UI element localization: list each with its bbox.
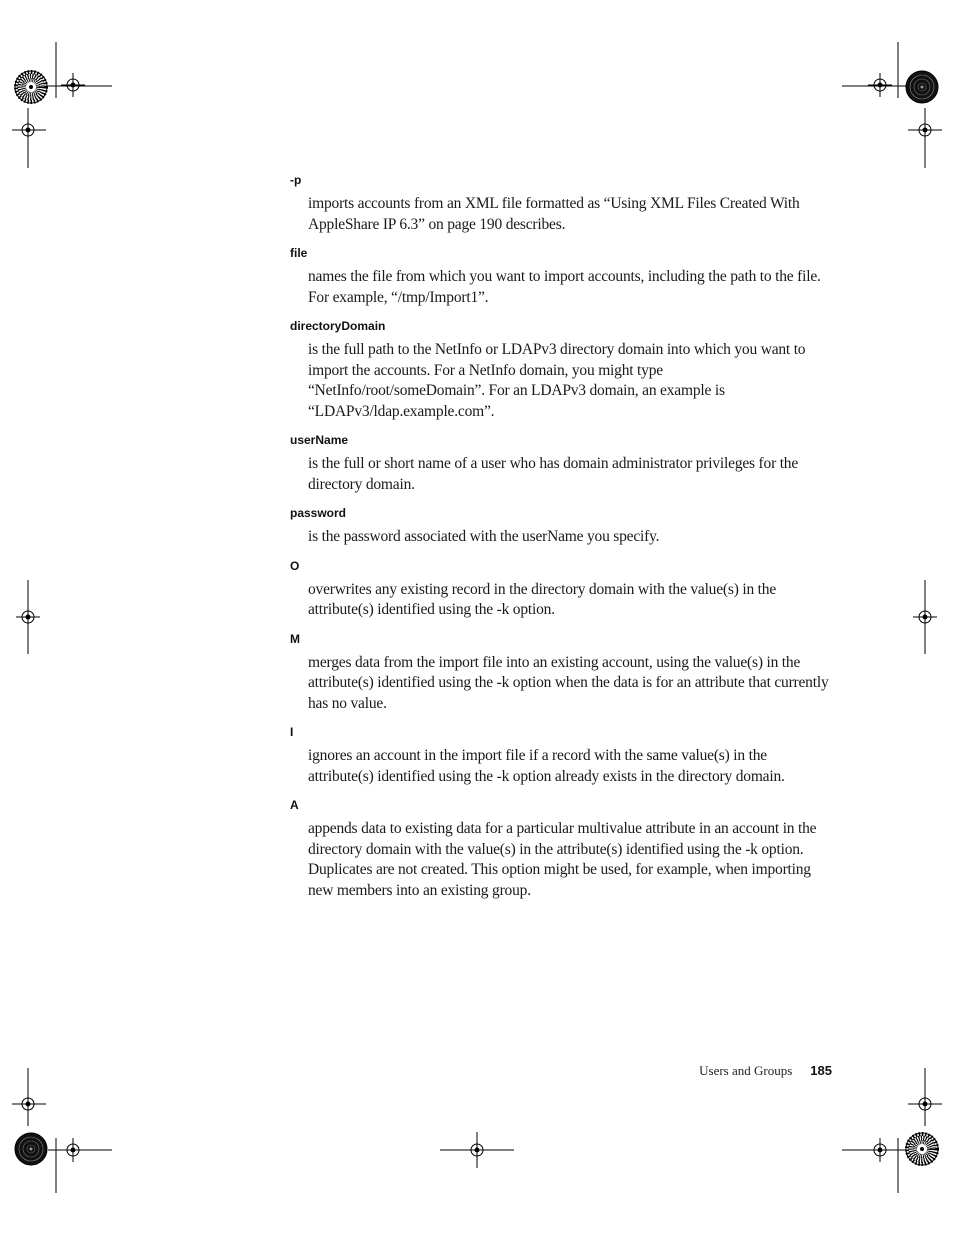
registration-target-top-right <box>906 71 938 103</box>
option-term-i: I <box>290 725 294 739</box>
option-term-user-name: userName <box>290 433 349 447</box>
registration-target-top-left <box>15 71 47 103</box>
option-description-i: ignores an account in the import file if a record with the same value(s) in the attribute(s) identified using the -k option already exists in the directory domain. <box>308 747 785 785</box>
page-footer <box>600 1063 832 1079</box>
option-description-a: appends data to existing data for a particular multivalue attribute in an account in the directory domain with the value(s) in the attribute(s) identified using the -k option. Duplicates are not created. This option might be used, for example, when importing new members into an existing group. <box>308 820 817 899</box>
option-term-file: file <box>290 246 308 260</box>
option-description-directory-domain: is the full path to the NetInfo or LDAPv3 directory domain into which you want to import the accounts. For a NetInfo domain, you might type “NetInfo/root/someDomain”. For an LDAPv3 domain, an example is “LDAPv3/ldap.example.com”. <box>308 341 806 420</box>
option-term-directory-domain: directoryDomain <box>290 319 386 333</box>
option-term-m: M <box>290 631 300 646</box>
option-description-file: names the file from which you want to import accounts, including the path to the file. For example, “/tmp/Import1”. <box>308 268 821 306</box>
option-term-o: O <box>290 558 300 573</box>
registration-target-bottom-right <box>906 1133 938 1165</box>
option-description-password: is the password associated with the userName you specify. <box>308 528 660 545</box>
option-term-password: password <box>290 506 347 520</box>
option-description-o: overwrites any existing record in the directory domain with the value(s) in the attribute(s) identified using the -k option. <box>308 580 777 618</box>
option-term-a: A <box>290 798 299 812</box>
option-term-p: -p <box>290 173 302 187</box>
registration-mark-top-left <box>61 73 85 97</box>
registration-target-bottom-left <box>15 1133 47 1165</box>
option-description-p: imports accounts from an XML file formatted as “Using XML Files Created With AppleShare IP 6.3” on page 190 describes. <box>308 195 800 233</box>
footer-section-title: Users and Groups <box>699 1063 793 1078</box>
option-description-user-name: is the full or short name of a user who has domain administrator privileges for the directory domain. <box>308 455 799 493</box>
registration-mark-top-right <box>868 73 892 97</box>
page-number: 185 <box>810 1063 832 1078</box>
option-description-m: merges data from the import file into an existing account, using the value(s) in the attribute(s) identified using the -k option when the data is for an attribute that currently has no value. <box>308 653 829 712</box>
option-definition-list <box>290 172 835 911</box>
